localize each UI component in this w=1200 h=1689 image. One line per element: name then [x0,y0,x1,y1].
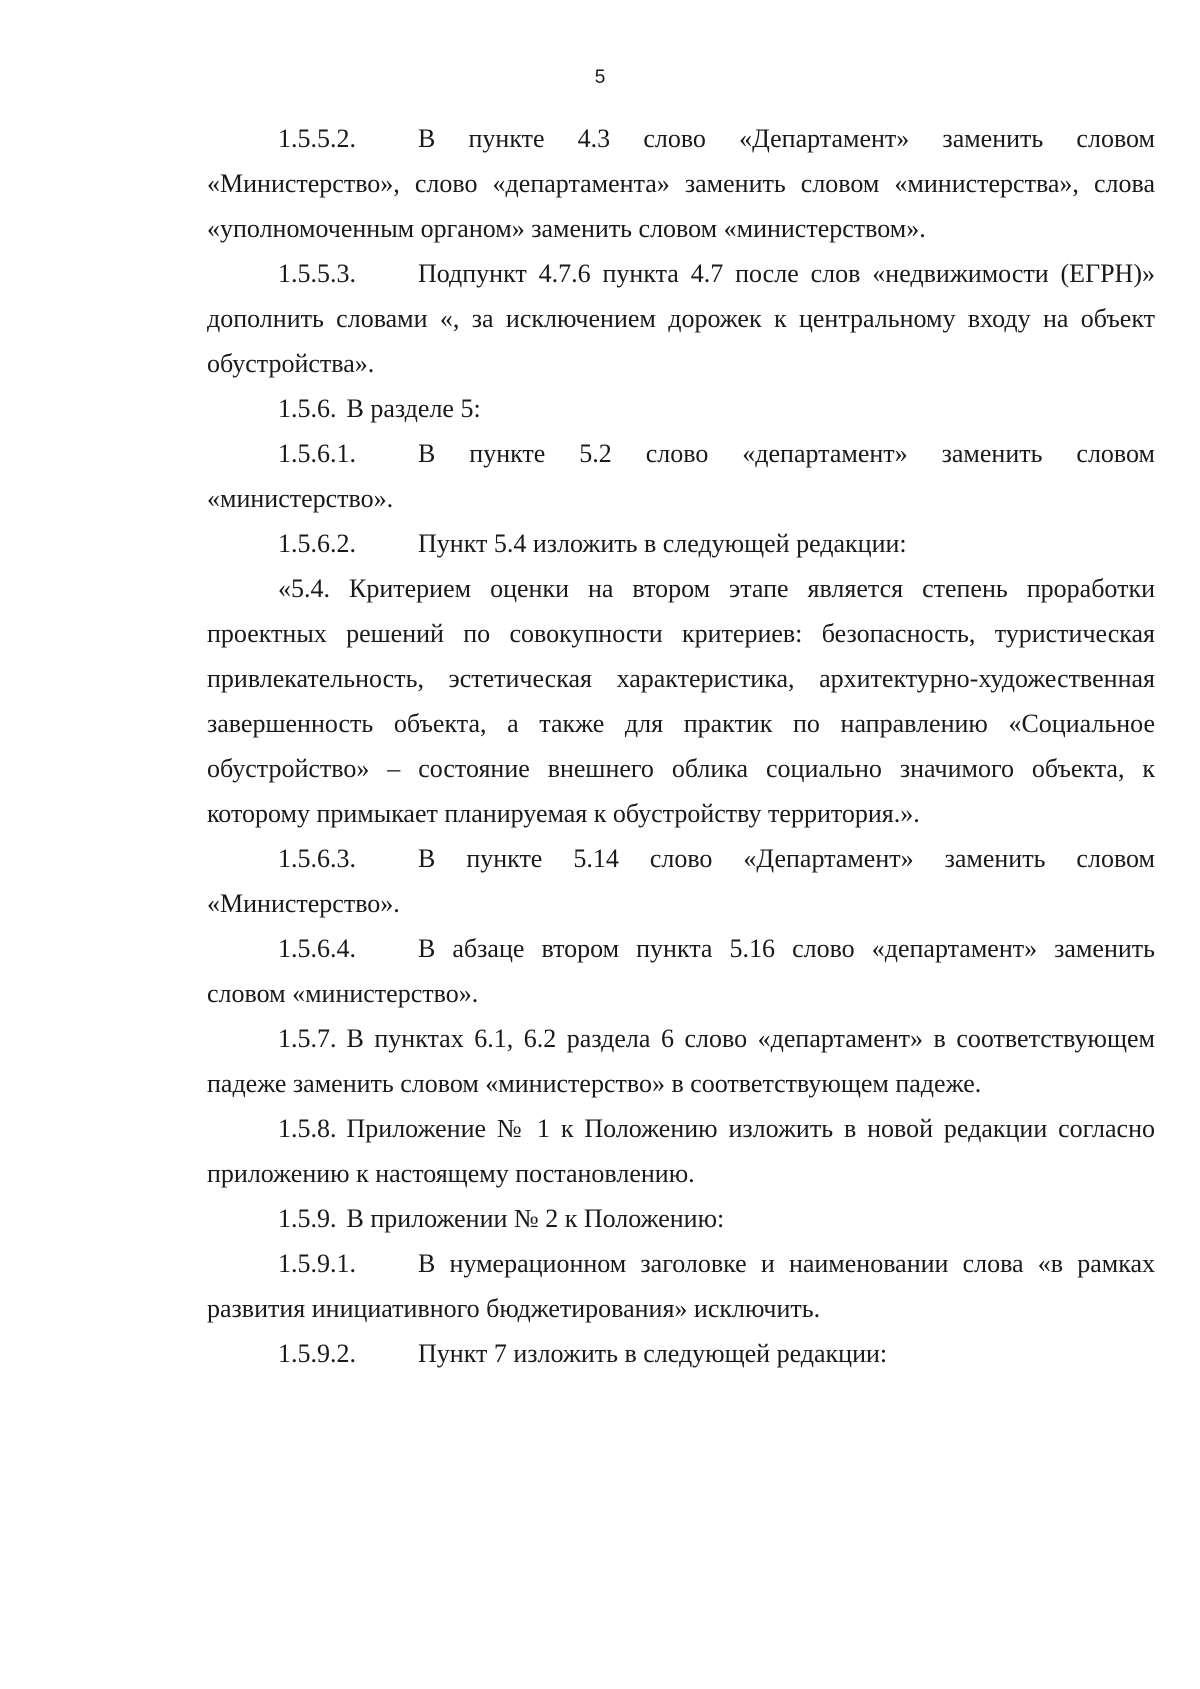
paragraph-1-5-9-2 [207,1331,1155,1376]
clause-text: В пункте 5.14 слово «Департамент» заменить словом «Министерство». [207,844,1155,918]
document-body [207,116,1155,1376]
clause-number: 1.5.9.1. [278,1249,356,1278]
clause-number: 1.5.6.3. [278,844,356,873]
clause-text: В нумерационном заголовке и наименовании слова «в рамках развития инициативного бюджетирования» исключить. [207,1249,1155,1323]
paragraph-1-5-5-3 [207,251,1155,386]
clause-text: В абзаце втором пункта 5.16 слово «департамент» заменить словом «министерство». [207,934,1155,1008]
clause-text: В пунктах 6.1, 6.2 раздела 6 слово «департамент» в соответствующем падеже заменить словом «министерство» в соответствующем падеже. [207,1024,1155,1098]
clause-text: Подпункт 4.7.6 пункта 4.7 после слов «недвижимости (ЕГРН)» дополнить словами «, за исключением дорожек к центральному входу на объект обустройства». [207,259,1155,378]
clause-text: В пункте 4.3 слово «Департамент» заменить словом «Министерство», слово «департамента» заменить словом «министерства», слова «уполномоченным органом» заменить словом «министерством». [207,124,1155,243]
clause-number: 1.5.6.1. [278,439,356,468]
clause-number: 1.5.5.3. [278,259,356,288]
paragraph-1-5-6 [207,386,1155,431]
paragraph-5-4-quote [207,566,1155,836]
paragraph-1-5-9-1 [207,1241,1155,1331]
paragraph-1-5-6-3 [207,836,1155,926]
clause-text: Пункт 7 изложить в следующей редакции: [418,1339,888,1368]
clause-number: 1.5.7. [278,1024,337,1053]
paragraph-1-5-9 [207,1196,1155,1241]
clause-text: В пункте 5.2 слово «департамент» заменить словом «министерство». [207,439,1155,513]
clause-number: 1.5.5.2. [278,124,356,153]
paragraph-1-5-6-2 [207,521,1155,566]
paragraph-1-5-8 [207,1106,1155,1196]
clause-text: Пункт 5.4 изложить в следующей редакции: [418,529,907,558]
clause-number: 1.5.6. [278,394,337,423]
clause-text: В приложении № 2 к Положению: [346,1204,725,1233]
clause-text: Приложение № 1 к Положению изложить в новой редакции согласно приложению к настоящему постановлению. [207,1114,1155,1188]
paragraph-1-5-7 [207,1016,1155,1106]
clause-number: 1.5.6.2. [278,529,356,558]
clause-number: 1.5.6.4. [278,934,356,963]
paragraph-1-5-6-1 [207,431,1155,521]
clause-number: 1.5.9.2. [278,1339,356,1368]
page-number: 5 [594,67,606,88]
clause-text: В разделе 5: [346,394,481,423]
quoted-text: «5.4. Критерием оценки на втором этапе является степень проработки проектных решений по совокупности критериев: безопасность, туристическая привлекательность, эстетическая характеристика, архитектурно-художественная завершенность объекта, а также для практик по направлению «Социальное обустройство» – состояние внешнего облика социально значимого объекта, к которому примыкает планируемая к обустройству территория.». [207,574,1155,828]
clause-number: 1.5.9. [278,1204,337,1233]
paragraph-1-5-5-2 [207,116,1155,251]
clause-number: 1.5.8. [278,1114,337,1143]
paragraph-1-5-6-4 [207,926,1155,1016]
